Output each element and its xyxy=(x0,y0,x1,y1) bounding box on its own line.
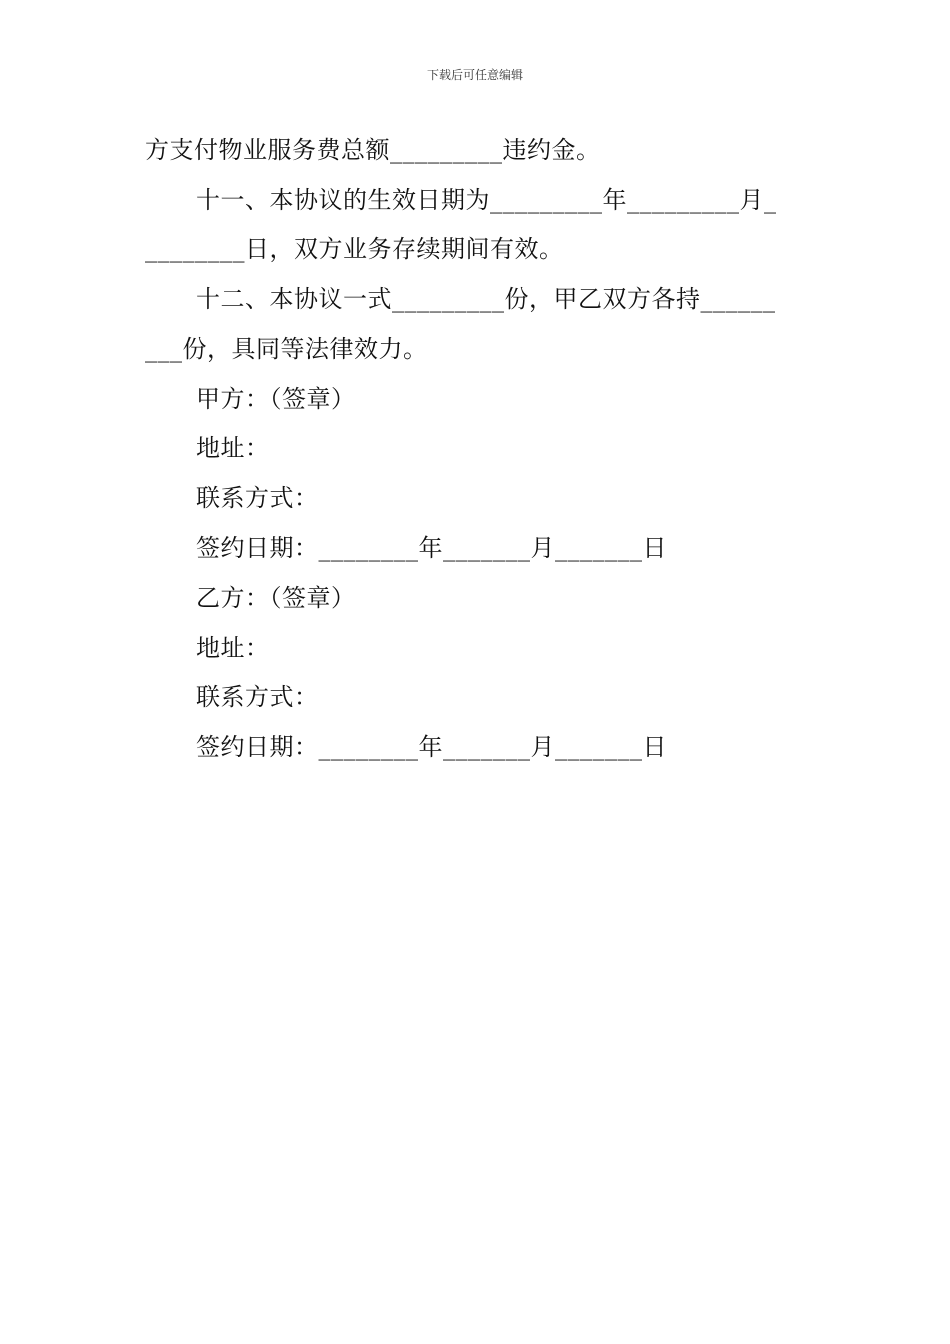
clause-11-line-2: ________日，双方业务存续期间有效。 xyxy=(145,235,564,263)
party-a-title: 甲方：（签章） xyxy=(196,385,356,413)
clause-12-line-2: ___份，具同等法律效力。 xyxy=(145,335,428,363)
party-b-contact: 联系方式： xyxy=(196,683,319,711)
clause-11-line-1: 十一、本协议的生效日期为_________年_________月_ xyxy=(196,186,777,214)
party-a-contact: 联系方式： xyxy=(196,484,319,512)
page-header-note: 下载后可任意编辑 xyxy=(426,68,523,82)
party-b-address: 地址： xyxy=(196,634,270,662)
party-b-sign-date: 签约日期：________年_______月_______日 xyxy=(196,733,667,761)
party-a-sign-date: 签约日期：________年_______月_______日 xyxy=(196,534,667,562)
clause-10-continuation: 方支付物业服务费总额_________违约金。 xyxy=(145,136,601,164)
clause-12-line-1: 十二、本协议一式_________份，甲乙双方各持______ xyxy=(196,285,776,313)
party-a-address: 地址： xyxy=(196,434,270,462)
party-b-title: 乙方：（签章） xyxy=(196,584,356,612)
